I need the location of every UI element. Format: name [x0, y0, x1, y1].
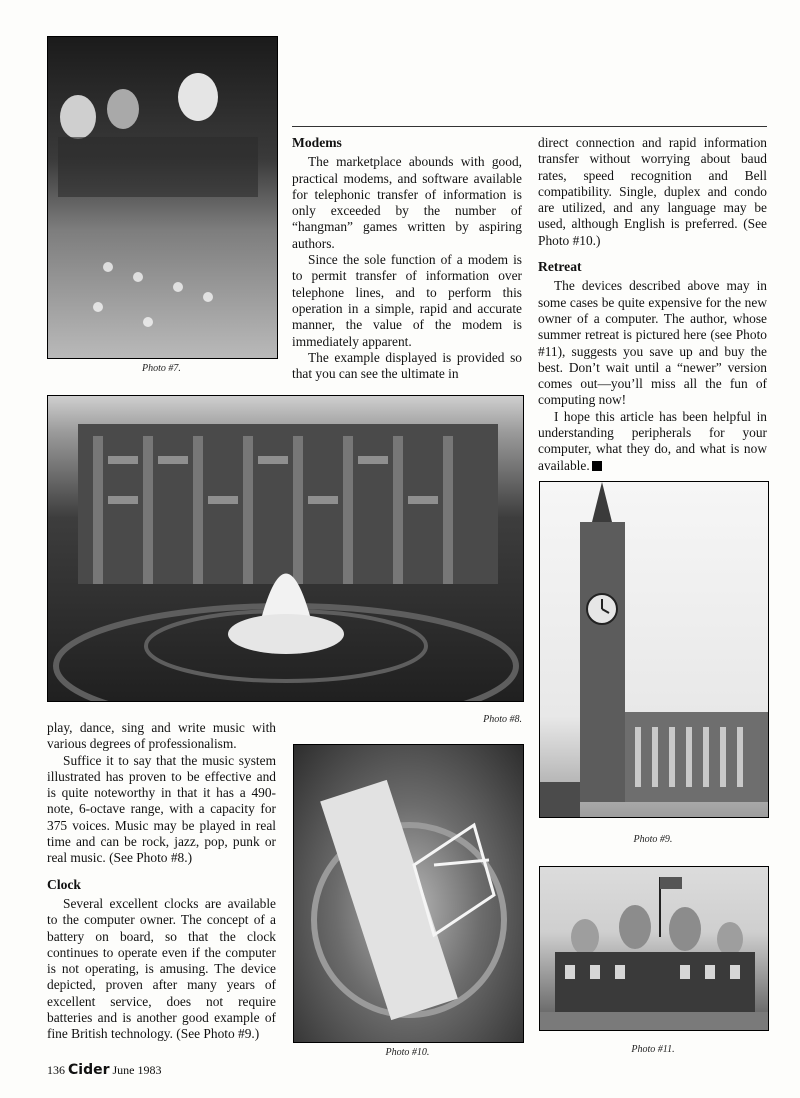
modems-paragraph-2: Since the sole function of a modem is to permit transfer of information over telephone lines, and to perform this operation in a simple, rapid and accurate manner, the value of the modem is immediately apparent.	[292, 252, 522, 349]
clock-heading: Clock	[47, 876, 81, 892]
page-footer	[47, 1062, 162, 1078]
photo-9-caption: Photo #9.	[633, 834, 673, 845]
section-rule	[292, 126, 767, 127]
modems-paragraph-3: The example displayed is provided so that you can see the ultimate in	[292, 349, 522, 382]
end-of-article-mark	[592, 461, 602, 471]
photo-7-caption: Photo #7.	[142, 363, 181, 374]
retreat-paragraph-1: The devices described above may in some cases be quite expensive for the new owner of a computer. The author, whose summer retreat is pictured here (see Photo #11), suggests you save up and buy the best. Don’t wait until a “newer” version comes out—you’ll miss all the fun of computing now!	[538, 278, 767, 408]
modems-paragraph-continued: direct connection and rapid information transfer without worrying about baud rates, speed recognition and Bell compatibility. Single, duplex and condo are utilized, and any language may be used, although English is preferred. (See Photo #10.)	[538, 135, 767, 248]
magazine-logo: Cider	[68, 1062, 110, 1078]
photo-11-palace	[539, 866, 769, 1031]
photo-11-caption: Photo #11.	[631, 1044, 675, 1055]
photo-7-casino	[47, 36, 278, 359]
page-number: 136	[47, 1063, 65, 1077]
photo-10-telescope	[293, 744, 524, 1043]
right-column	[538, 135, 767, 474]
clock-paragraph: Several excellent clocks are available to the computer owner. The concept of a battery on board, so that the clock continues to operate even if the computer is not operating, is amusing. The device depicted, proven after many years of excellent service, does not require batteries and is another good example of fine British technology. (See Photo #9.)	[47, 895, 276, 1042]
photo-8-fountain-building	[47, 395, 524, 702]
modems-heading: Modems	[292, 135, 342, 150]
modems-paragraph-1: The marketplace abounds with good, practical modems, and software available for telephonic transfer of information is only exceeded by the number of “hangman” games written by aspiring authors.	[292, 154, 522, 251]
music-paragraph-1: Suffice it to say that the music system illustrated has proven to be effective and is quite noteworthy in that it has a 490-note, 6-octave range, with a capacity for 375 voices. Music may be played in real time and can be rock, jazz, pop, punk or real music. (See Photo #8.)	[47, 752, 276, 866]
modems-column	[292, 135, 522, 382]
music-paragraph-continued: play, dance, sing and write music with various degrees of professionalism.	[47, 720, 276, 752]
photo-10-caption: Photo #10.	[385, 1047, 430, 1058]
left-column	[47, 720, 276, 1043]
retreat-heading: Retreat	[538, 259, 582, 275]
issue-date: June 1983	[112, 1063, 162, 1077]
photo-8-caption: Photo #8.	[483, 714, 522, 725]
photo-9-big-ben	[539, 481, 769, 818]
retreat-paragraph-2: I hope this article has been helpful in understanding peripherals for your computer, what they do, and what is now available.	[538, 408, 767, 473]
